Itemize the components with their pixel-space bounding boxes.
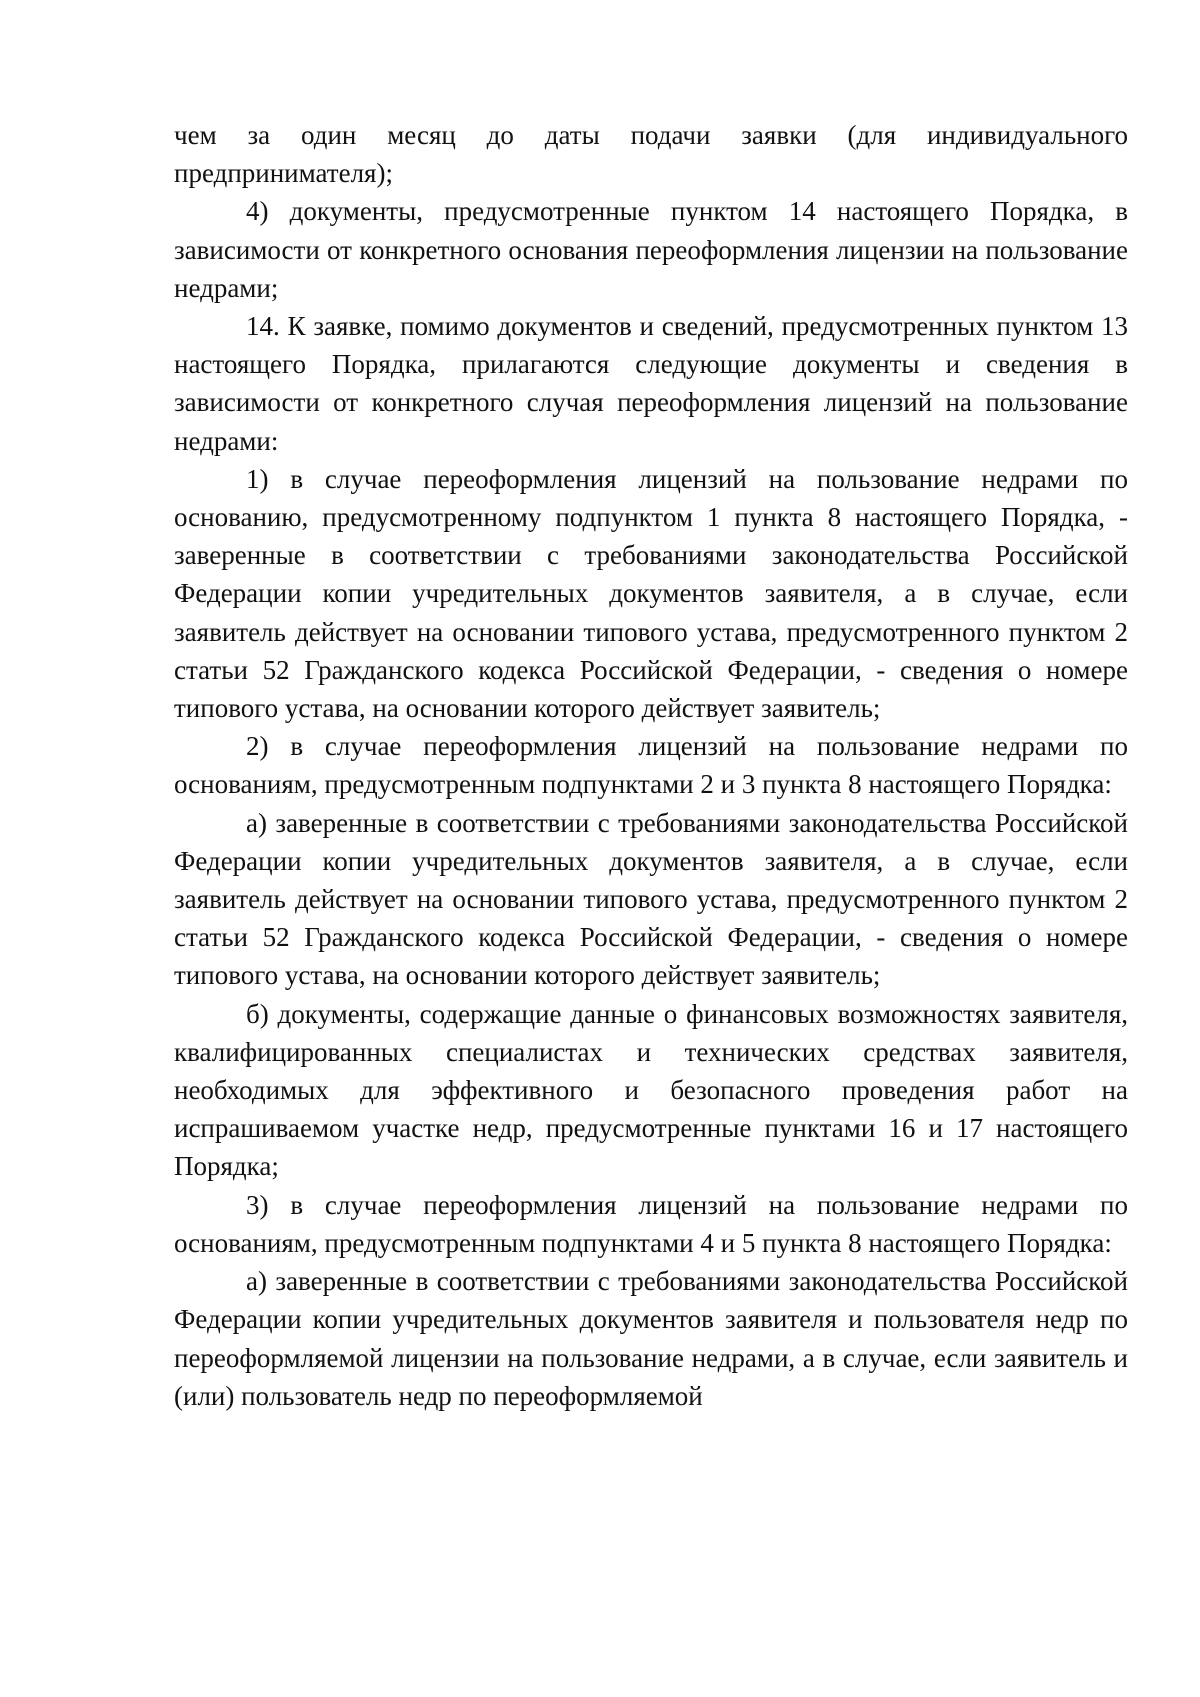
paragraph-1: чем за один месяц до даты подачи заявки (для индивидуального предпринимателя); xyxy=(174,120,1128,189)
paragraph-2: 4) документы, предусмотренные пунктом 14 настоящего Порядка, в зависимости от конкретного основания переоформления лицензии на пользование недрами; xyxy=(174,196,1128,303)
paragraph-7: б) документы, содержащие данные о финансовых возможностях заявителя, квалифицированных специалистах и технических средствах заявителя, необходимых для эффективного и безопасного проведения работ на испрашиваемом участке недр, предусмотренные пунктами 16 и 17 настоящего Порядка; xyxy=(174,998,1128,1182)
paragraph-4: 1) в случае переоформления лицензий на пользование недрами по основанию, предусмотренному подпунктом 1 пункта 8 настоящего Порядка, - заверенные в соответствии с требованиями законодательства Российской Федерации копии учредительных документов заявителя, а в случае, если заявитель действует на основании типового устава, предусмотренного пунктом 2 статьи 52 Гражданского кодекса Российской Федерации, - сведения о номере типового устава, на основании которого действует заявитель; xyxy=(174,463,1128,724)
document-page xyxy=(174,116,1128,1415)
paragraph-8: 3) в случае переоформления лицензий на пользование недрами по основаниям, предусмотренным подпунктами 4 и 5 пункта 8 настоящего Порядка: xyxy=(174,1189,1128,1258)
paragraph-3: 14. К заявке, помимо документов и сведений, предусмотренных пунктом 13 настоящего Порядка, прилагаются следующие документы и сведения в зависимости от конкретного случая переоформления лицензий на пользование недрами: xyxy=(174,311,1128,456)
paragraph-6: а) заверенные в соответствии с требованиями законодательства Российской Федерации копии учредительных документов заявителя, а в случае, если заявитель действует на основании типового устава, предусмотренного пунктом 2 статьи 52 Гражданского кодекса Российской Федерации, - сведения о номере типового устава, на основании которого действует заявитель; xyxy=(174,807,1128,991)
paragraph-9: а) заверенные в соответствии с требованиями законодательства Российской Федерации копии учредительных документов заявителя и пользователя недр по переоформляемой лицензии на пользование недрами, а в случае, если заявитель и (или) пользователь недр по переоформляемой xyxy=(174,1266,1128,1411)
paragraph-5: 2) в случае переоформления лицензий на пользование недрами по основаниям, предусмотренным подпунктами 2 и 3 пункта 8 настоящего Порядка: xyxy=(174,731,1128,800)
